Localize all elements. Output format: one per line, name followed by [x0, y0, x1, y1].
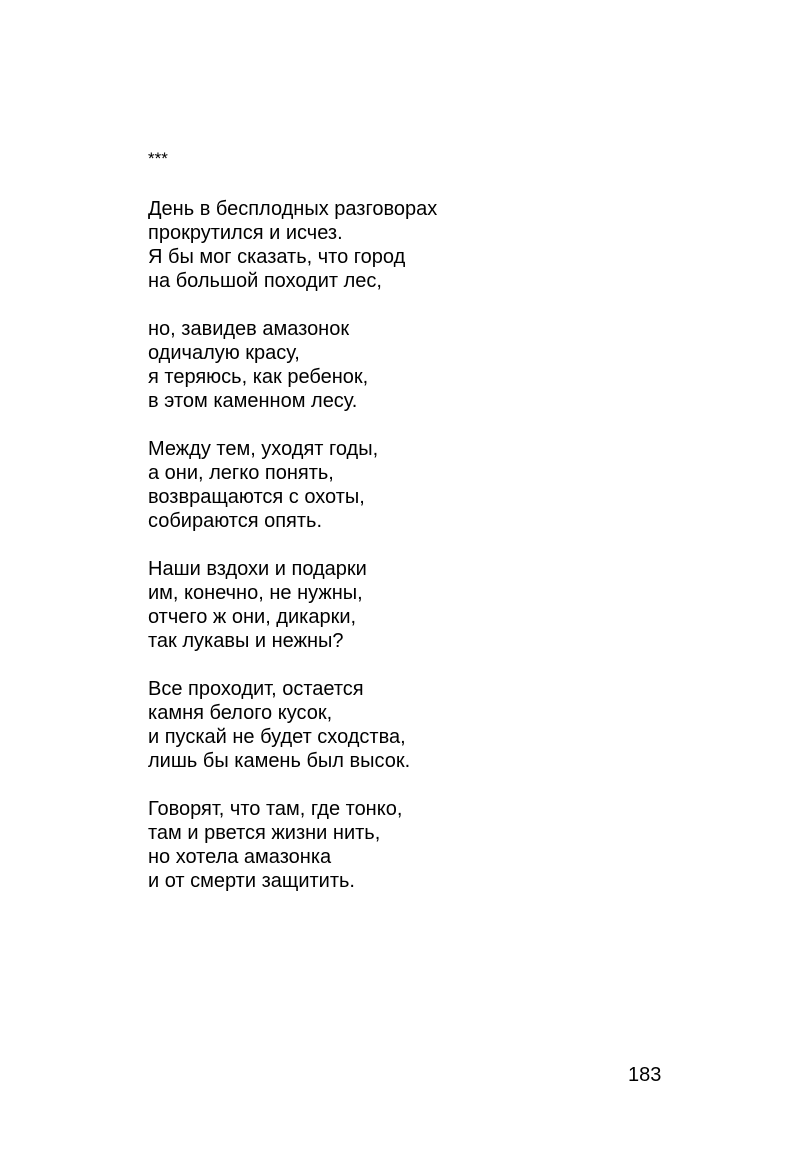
stanza	[148, 677, 748, 773]
stanza	[148, 317, 748, 413]
poem-line: собираются опять.	[148, 510, 323, 532]
poem-line: Все проходит, остается	[148, 678, 364, 700]
poem-line: и пускай не будет сходства,	[148, 726, 406, 748]
poem-line: камня белого кусок,	[148, 702, 333, 724]
poem-line: Наши вздохи и подарки	[148, 558, 367, 580]
poem-line: и от смерти защитить.	[148, 870, 355, 892]
poem-line: я теряюсь, как ребенок,	[148, 366, 369, 388]
poem-line: прокрутился и исчез.	[148, 222, 343, 244]
poem-line: одичалую красу,	[148, 342, 300, 364]
poem-line: в этом каменном лесу.	[148, 390, 358, 412]
poem-line: но, завидев амазонок	[148, 318, 350, 340]
poem-line: Говорят, что там, где тонко,	[148, 798, 403, 820]
poem	[148, 197, 748, 917]
poem-line: на большой походит лес,	[148, 270, 382, 292]
poem-line: День в бесплодных разговорах	[148, 198, 438, 220]
poem-line: отчего ж они, дикарки,	[148, 606, 357, 628]
poem-line: лишь бы камень был высок.	[148, 750, 411, 772]
poem-line: так лукавы и нежны?	[148, 630, 344, 652]
poem-line: Я бы мог сказать, что город	[148, 246, 406, 268]
poem-line: но хотела амазонка	[148, 846, 332, 868]
stanza	[148, 197, 748, 293]
poem-line: возвращаются с охоты,	[148, 486, 365, 508]
stanza	[148, 797, 748, 893]
page-number: 183	[628, 1064, 662, 1086]
stanza	[148, 557, 748, 653]
poem-line: Между тем, уходят годы,	[148, 438, 379, 460]
poem-line: а они, легко понять,	[148, 462, 334, 484]
poem-line: там и рвется жизни нить,	[148, 822, 381, 844]
poem-line: им, конечно, не нужны,	[148, 582, 363, 604]
section-separator: ***	[148, 149, 168, 168]
stanza	[148, 437, 748, 533]
